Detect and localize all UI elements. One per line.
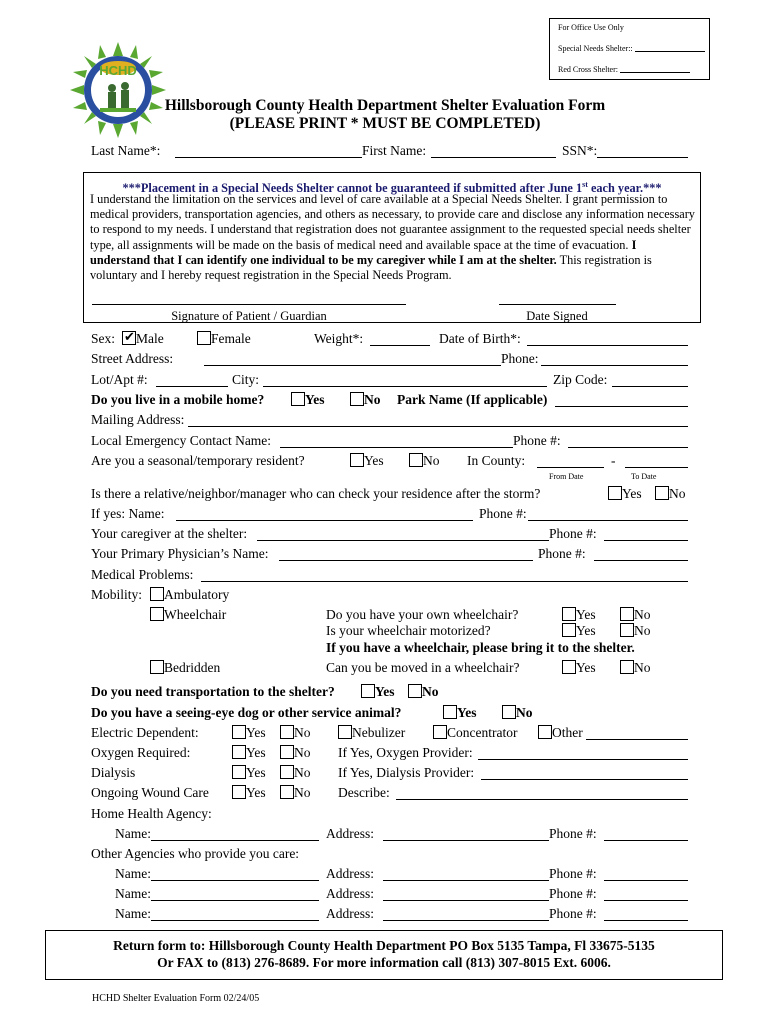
- relative-phone-input[interactable]: [528, 506, 688, 521]
- oxygen-no-checkbox[interactable]: [280, 745, 294, 759]
- nebulizer-label: Nebulizer: [352, 725, 406, 740]
- transport-yes-checkbox[interactable]: [361, 684, 375, 698]
- date-signed-line[interactable]: [499, 294, 616, 305]
- mobile-home-yes-checkbox[interactable]: [291, 392, 305, 406]
- consent-text-bold: I understand that I can identify one individual to be my caregiver while I am at the shelter.: [90, 237, 637, 267]
- warning-text-a: ***Placement in a Special Needs Shelter cannot be guaranteed if submitted after June 1: [122, 181, 583, 196]
- describe-input[interactable]: [396, 785, 688, 800]
- page-subtitle: (PLEASE PRINT * MUST BE COMPLETED): [229, 115, 541, 132]
- moved-wc-no-label: No: [634, 660, 651, 675]
- motorized-no-label: No: [634, 623, 651, 638]
- female-checkbox[interactable]: [197, 331, 211, 345]
- wound-yes[interactable]: [232, 785, 266, 801]
- oxygen-label: Oxygen Required:: [91, 745, 191, 760]
- concentrator-checkbox[interactable]: [433, 725, 447, 739]
- own-wc-no-checkbox[interactable]: [620, 607, 634, 621]
- wheelchair-option[interactable]: [150, 607, 226, 623]
- caregiver-phone-label: Phone #:: [549, 526, 597, 541]
- relative-name-input[interactable]: [176, 506, 473, 521]
- wound-yes-checkbox[interactable]: [232, 785, 246, 799]
- moved-wc-yes-label: Yes: [576, 660, 596, 675]
- dialysis-yes-label: Yes: [246, 765, 266, 780]
- motorized-question: Is your wheelchair motorized?: [326, 623, 491, 638]
- physician-phone-input[interactable]: [594, 546, 688, 561]
- agency2-address-input[interactable]: [383, 886, 549, 901]
- agency2-name-label: Name:: [115, 886, 151, 901]
- to-date-input[interactable]: [625, 453, 688, 468]
- page-title: Hillsborough County Health Department Shelter Evaluation Form: [164, 97, 606, 114]
- mailing-input[interactable]: [188, 412, 688, 427]
- own-wc-no-label: No: [634, 607, 651, 622]
- street-input[interactable]: [204, 351, 501, 366]
- transport-no-checkbox[interactable]: [408, 684, 422, 698]
- agency1-phone-input[interactable]: [604, 866, 688, 881]
- electric-yes-checkbox[interactable]: [232, 725, 246, 739]
- transport-question: Do you need transportation to the shelter?: [91, 684, 335, 699]
- date-signed-label: Date Signed: [526, 309, 588, 323]
- special-needs-shelter-field[interactable]: [558, 43, 701, 54]
- electric-yes[interactable]: [232, 725, 266, 741]
- dialysis-no-label: No: [294, 765, 311, 780]
- park-name-input[interactable]: [555, 392, 688, 407]
- last-name-label: Last Name*:: [91, 143, 161, 158]
- hh-name-label: Name:: [115, 826, 151, 841]
- mobile-home-no[interactable]: [350, 392, 381, 408]
- female-label: Female: [211, 331, 251, 346]
- phone-label: Phone:: [501, 351, 539, 366]
- agency1-name-input[interactable]: [151, 866, 319, 881]
- motorized-yes[interactable]: [562, 623, 596, 639]
- relative-yes-checkbox[interactable]: [608, 486, 622, 500]
- other-agencies-label: Other Agencies who provide you care:: [91, 846, 300, 861]
- dob-input[interactable]: [527, 331, 688, 346]
- emergency-contact-label: Local Emergency Contact Name:: [91, 433, 272, 448]
- electric-no[interactable]: [280, 725, 311, 741]
- wheelchair-checkbox[interactable]: [150, 607, 164, 621]
- mobile-home-yes[interactable]: [291, 392, 325, 408]
- emergency-contact-input[interactable]: [280, 433, 513, 448]
- motorized-yes-checkbox[interactable]: [562, 623, 576, 637]
- dialysis-yes-checkbox[interactable]: [232, 765, 246, 779]
- animal-no-checkbox[interactable]: [502, 705, 516, 719]
- medical-problems-input[interactable]: [201, 567, 688, 582]
- animal-yes-label: Yes: [457, 705, 477, 720]
- concentrator-option[interactable]: [433, 725, 517, 741]
- seasonal-yes-label: Yes: [364, 453, 384, 468]
- hh-phone-input[interactable]: [604, 826, 688, 841]
- oxygen-yes-checkbox[interactable]: [232, 745, 246, 759]
- hh-address-label: Address:: [326, 826, 374, 841]
- motorized-yes-label: Yes: [576, 623, 596, 638]
- emergency-phone-input[interactable]: [568, 433, 688, 448]
- mobile-no-label: No: [364, 392, 381, 407]
- agency3-phone-label: Phone #:: [549, 906, 597, 921]
- relative-phone-label: Phone #:: [479, 506, 527, 521]
- phone-input[interactable]: [541, 351, 688, 366]
- signature-line[interactable]: [92, 294, 406, 305]
- agency1-phone-label: Phone #:: [549, 866, 597, 881]
- ssn-input[interactable]: [597, 143, 688, 158]
- other-checkbox[interactable]: [538, 725, 552, 739]
- seasonal-no[interactable]: [409, 453, 440, 469]
- moved-wheelchair-question: Can you be moved in a wheelchair?: [326, 660, 520, 675]
- relative-no[interactable]: [655, 486, 686, 502]
- own-wc-yes-label: Yes: [576, 607, 596, 622]
- dialysis-no-checkbox[interactable]: [280, 765, 294, 779]
- agency2-phone-label: Phone #:: [549, 886, 597, 901]
- zip-input[interactable]: [612, 372, 688, 387]
- oxygen-no-label: No: [294, 745, 311, 760]
- city-label: City:: [232, 372, 260, 387]
- relative-question: Is there a relative/neighbor/manager who can check your residence after the storm?: [91, 486, 541, 501]
- agency1-name-label: Name:: [115, 866, 151, 881]
- other-option[interactable]: [538, 725, 583, 741]
- relative-no-label: No: [669, 486, 686, 501]
- moved-wc-no-checkbox[interactable]: [620, 660, 634, 674]
- seasonal-yes[interactable]: [350, 453, 384, 469]
- consent-paragraph: [90, 192, 696, 283]
- sex-male-option[interactable]: [122, 331, 164, 347]
- agency2-phone-input[interactable]: [604, 886, 688, 901]
- dob-label: Date of Birth*:: [439, 331, 521, 346]
- lot-label: Lot/Apt #:: [91, 372, 148, 387]
- warning-text-b: each year.***: [587, 181, 662, 196]
- fax-info: Or FAX to (813) 276-8689. For more information call (813) 307-8015 Ext. 6006.: [157, 955, 611, 970]
- describe-label: Describe:: [338, 785, 390, 800]
- bedridden-label: Bedridden: [164, 660, 221, 675]
- wound-care-label: Ongoing Wound Care: [91, 785, 209, 800]
- animal-no[interactable]: [502, 705, 533, 721]
- agency2-address-label: Address:: [326, 886, 374, 901]
- relative-name-label: If yes: Name:: [91, 506, 165, 521]
- animal-yes-checkbox[interactable]: [443, 705, 457, 719]
- first-name-label: First Name:: [362, 143, 427, 158]
- own-wc-no[interactable]: [620, 607, 651, 623]
- from-date-input[interactable]: [537, 453, 604, 468]
- agency3-address-input[interactable]: [383, 906, 549, 921]
- transport-no[interactable]: [408, 684, 439, 700]
- mobile-yes-label: Yes: [305, 392, 325, 407]
- dialysis-label: Dialysis: [91, 765, 136, 780]
- own-wc-yes-checkbox[interactable]: [562, 607, 576, 621]
- wheelchair-label: Wheelchair: [164, 607, 227, 622]
- relative-yes[interactable]: [608, 486, 642, 502]
- physician-input[interactable]: [279, 546, 533, 561]
- hh-name-input[interactable]: [151, 826, 319, 841]
- dialysis-provider-label: If Yes, Dialysis Provider:: [338, 765, 475, 780]
- hh-address-input[interactable]: [383, 826, 549, 841]
- transport-yes[interactable]: [361, 684, 395, 700]
- motorized-no-checkbox[interactable]: [620, 623, 634, 637]
- oxygen-no[interactable]: [280, 745, 311, 761]
- ambulatory-label: Ambulatory: [164, 587, 230, 602]
- ssn-label: SSN*:: [562, 143, 598, 158]
- special-needs-label: Special Needs Shelter::: [558, 44, 633, 53]
- other-label: Other: [552, 725, 583, 740]
- ambulatory-option[interactable]: [150, 587, 229, 603]
- ambulatory-checkbox[interactable]: [150, 587, 164, 601]
- logo-text: HCHD: [99, 63, 137, 78]
- street-label: Street Address:: [91, 351, 174, 366]
- sex-label: Sex:: [91, 331, 116, 346]
- last-name-input[interactable]: [175, 143, 362, 158]
- in-county-label: In County:: [467, 453, 526, 468]
- lot-input[interactable]: [156, 372, 228, 387]
- seasonal-question: Are you a seasonal/temporary resident?: [91, 453, 305, 468]
- dialysis-yes[interactable]: [232, 765, 266, 781]
- weight-input[interactable]: [370, 331, 430, 346]
- caregiver-phone-input[interactable]: [604, 526, 688, 541]
- oxygen-provider-input[interactable]: [478, 745, 688, 760]
- electric-label: Electric Dependent:: [91, 725, 199, 740]
- mobility-label: Mobility:: [91, 587, 143, 602]
- seasonal-yes-checkbox[interactable]: [350, 453, 364, 467]
- emergency-phone-label: Phone #:: [513, 433, 561, 448]
- bedridden-checkbox[interactable]: [150, 660, 164, 674]
- moved-wc-no[interactable]: [620, 660, 651, 676]
- animal-yes[interactable]: [443, 705, 477, 721]
- mobile-home-question: Do you live in a mobile home?: [91, 392, 265, 407]
- physician-label: Your Primary Physician’s Name:: [91, 546, 269, 561]
- sex-female-option[interactable]: [197, 331, 251, 347]
- consent-text-b: This registration is voluntary and I hereby request registration in the Special Needs Program.: [90, 252, 652, 283]
- red-cross-shelter-field[interactable]: [558, 64, 701, 75]
- nebulizer-checkbox[interactable]: [338, 725, 352, 739]
- agency2-name-input[interactable]: [151, 886, 319, 901]
- signature-label: Signature of Patient / Guardian: [171, 309, 327, 323]
- moved-wc-yes[interactable]: [562, 660, 596, 676]
- electric-yes-label: Yes: [246, 725, 266, 740]
- mailing-label: Mailing Address:: [91, 412, 185, 427]
- oxygen-yes[interactable]: [232, 745, 266, 761]
- consent-text-a: I understand the limitation on the services and level of care available at a Special Needs Shelter. I grant permission to medical providers, transportation agencies, and others as necessary, to provide care and disclose any information necessary to respond to my needs. I understand that registration does not guarantee assignment to the requested special needs shelter type, all assignments will be made on the basis of medical need and available space at the time of evacuation.: [90, 192, 695, 252]
- oxygen-provider-label: If Yes, Oxygen Provider:: [338, 745, 473, 760]
- office-use-box: [549, 18, 710, 80]
- dialysis-provider-input[interactable]: [481, 765, 688, 780]
- own-wheelchair-question: Do you have your own wheelchair?: [326, 607, 519, 622]
- electric-no-label: No: [294, 725, 311, 740]
- agency3-address-label: Address:: [326, 906, 374, 921]
- transport-no-label: No: [422, 684, 439, 699]
- park-name-label: Park Name (If applicable): [397, 392, 548, 407]
- wound-no[interactable]: [280, 785, 311, 801]
- service-animal-question: Do you have a seeing-eye dog or other service animal?: [91, 705, 402, 720]
- caregiver-label: Your caregiver at the shelter:: [91, 526, 248, 541]
- agency3-name-input[interactable]: [151, 906, 319, 921]
- motorized-no[interactable]: [620, 623, 651, 639]
- own-wc-yes[interactable]: [562, 607, 596, 623]
- to-date-label: To Date: [631, 472, 657, 481]
- agency1-address-input[interactable]: [383, 866, 549, 881]
- return-address: Return form to: Hillsborough County Health Department PO Box 5135 Tampa, Fl 33675-5135: [113, 938, 655, 953]
- seasonal-no-checkbox[interactable]: [409, 453, 423, 467]
- zip-label: Zip Code:: [553, 372, 608, 387]
- wound-yes-label: Yes: [246, 785, 266, 800]
- bedridden-option[interactable]: [150, 660, 220, 676]
- relative-no-checkbox[interactable]: [655, 486, 669, 500]
- transport-yes-label: Yes: [375, 684, 395, 699]
- agency3-name-label: Name:: [115, 906, 151, 921]
- male-label: Male: [136, 331, 164, 346]
- mobile-home-no-checkbox[interactable]: [350, 392, 364, 406]
- date-dash: -: [611, 453, 616, 468]
- first-name-input[interactable]: [431, 143, 556, 158]
- electric-no-checkbox[interactable]: [280, 725, 294, 739]
- nebulizer-option[interactable]: [338, 725, 405, 741]
- wound-no-label: No: [294, 785, 311, 800]
- wound-no-checkbox[interactable]: [280, 785, 294, 799]
- home-health-label: Home Health Agency:: [91, 806, 212, 821]
- from-date-label: From Date: [549, 472, 584, 481]
- office-title: For Office Use Only: [558, 23, 624, 32]
- animal-no-label: No: [516, 705, 533, 720]
- relative-yes-label: Yes: [622, 486, 642, 501]
- caregiver-input[interactable]: [257, 526, 549, 541]
- male-checkbox[interactable]: [122, 331, 136, 345]
- red-cross-label: Red Cross Shelter:: [558, 65, 618, 74]
- other-input[interactable]: [586, 725, 688, 740]
- bring-wheelchair-note: If you have a wheelchair, please bring it to the shelter.: [326, 640, 635, 655]
- weight-label: Weight*:: [314, 331, 364, 346]
- concentrator-label: Concentrator: [447, 725, 518, 740]
- hh-phone-label: Phone #:: [549, 826, 597, 841]
- oxygen-yes-label: Yes: [246, 745, 266, 760]
- moved-wc-yes-checkbox[interactable]: [562, 660, 576, 674]
- city-input[interactable]: [263, 372, 547, 387]
- agency3-phone-input[interactable]: [604, 906, 688, 921]
- physician-phone-label: Phone #:: [538, 546, 586, 561]
- warning-sup: st: [582, 180, 588, 189]
- medical-problems-label: Medical Problems:: [91, 567, 194, 582]
- dialysis-no[interactable]: [280, 765, 311, 781]
- agency1-address-label: Address:: [326, 866, 374, 881]
- seasonal-no-label: No: [423, 453, 440, 468]
- form-id: HCHD Shelter Evaluation Form 02/24/05: [92, 993, 260, 1004]
